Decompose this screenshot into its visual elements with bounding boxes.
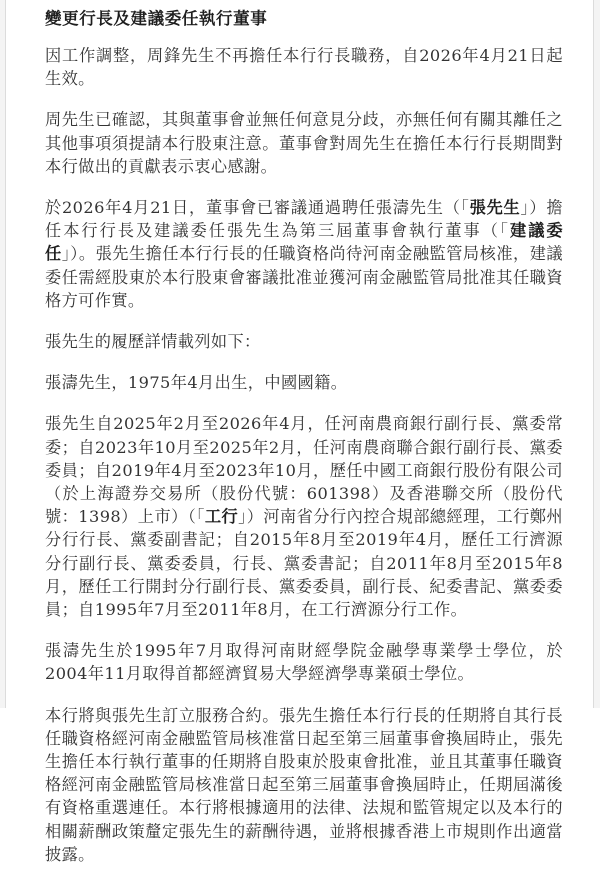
- text-segment: 」）。張先生擔任本行行長的任職資格尚待河南金融監管局核准，建議委任需經股東於本行股東會審議批准並獲河南金融監管局批准其任職資格方可作實。: [45, 244, 563, 310]
- paragraph-biography-intro: 張先生的履歷詳情載列如下：: [45, 332, 261, 352]
- announcement-document: [45, 8, 563, 884]
- defined-term-proposed-appointment: 建議委任: [45, 221, 563, 264]
- paragraph-education: 張濤先生於1995年7月取得河南財經學院金融學專業學士學位，於2004年11月取得首都經濟貿易大學經濟學專業碩士學位。: [45, 641, 563, 684]
- defined-term-icbc: 工行: [204, 507, 239, 527]
- paragraph-career-history: [45, 412, 563, 621]
- page-border-left: [0, 0, 6, 708]
- text-segment: 」）擔任本行行長及建議委任張先生為第三屆董事會執行董事（「: [45, 198, 563, 241]
- page-border-right: [593, 0, 600, 708]
- document-title: 變更行長及建議委任執行董事: [45, 9, 268, 28]
- text-segment: 」）河南省分行內控合規部總經理，工行鄭州分行行長、黨委副書記；自2015年8月至2019年4月，歷任工行濟源分行副行長、黨委委員，行長、黨委書記；自2011年8月至2015年8月，歷任工行開封分行副行長、黨委委員，副行長、紀委書記、黨委委員；自1995年7月至2011年8月，在工行濟源分行工作。: [45, 507, 563, 620]
- paragraph-resignation: 因工作調整，周鋒先生不再擔任本行行長職務，自2026年4月21日起生效。: [45, 46, 563, 89]
- paragraph-confirmation: 周先生已確認，其與董事會並無任何意見分歧，亦無任何有關其離任之其他事項須提請本行股東注意。董事會對周先生在擔任本行行長期間對本行做出的貢獻表示衷心感謝。: [45, 110, 563, 176]
- paragraph-birth-nationality: 張濤先生，1975年4月出生，中國國籍。: [45, 373, 348, 393]
- paragraph-appointment: [45, 196, 563, 312]
- paragraph-service-contract: 本行將與張先生訂立服務合約。張先生擔任本行行長的任期將自其行長任職資格經河南金融監管局核准當日起至第三屆董事會換屆時止，張先生擔任本行執行董事的任期將自股東於股東會批准，並且其董事任職資格經河南金融監管局核准當日起至第三屆董事會換屆時止，任期屆滿後有資格重選連任。本行將根據適用的法律、法規和監管規定以及本行的相關薪酬政策釐定張先生的薪酬待遇，並將根據香港上市規則作出適當披露。: [45, 705, 563, 864]
- defined-term-mr-zhang: 張先生: [469, 198, 521, 218]
- text-segment: 於2026年4月21日，董事會已審議通過聘任張濤先生（「: [45, 198, 470, 218]
- text-segment: 張先生自2025年2月至2026年4月，任河南農商銀行副行長、黨委常委；自2023年10月至2025年2月，任河南農商聯合銀行副行長、黨委委員；自2019年4月至2023年10月，歷任中國工商銀行股份有限公司（於上海證券交易所（股份代號：601398）及香港聯交所（股份代號：1398）上市）（「: [45, 414, 563, 527]
